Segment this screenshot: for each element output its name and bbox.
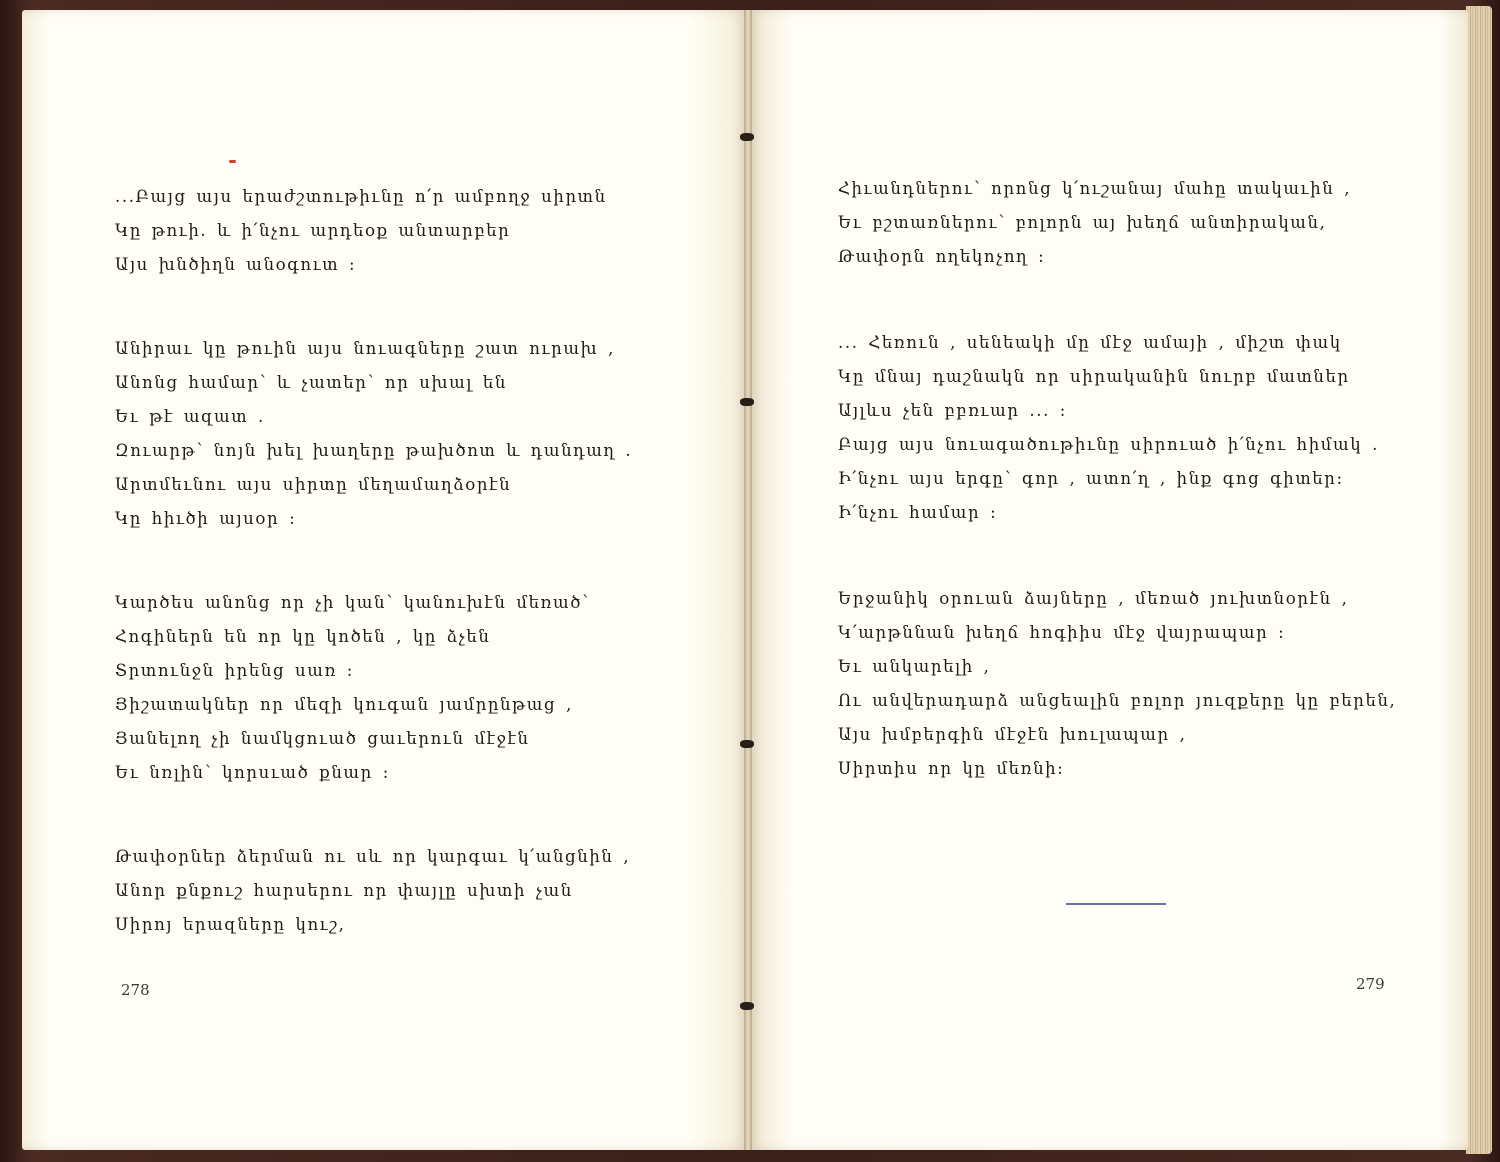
poem-line: Այս խմբերգին մէջէն խուլապար , — [838, 725, 1187, 744]
poem-line: Այլևս չեն բբռւար ... : — [838, 401, 1067, 420]
poem-line: Եւ թէ ազատ . — [115, 407, 265, 426]
poem-line: Սիրոյ երազները կուշ, — [115, 915, 346, 934]
poem-line: ... Հեռուն , սենեակի մը մէջ ամայի , միշտ փակ — [838, 333, 1342, 352]
stanza — [115, 180, 632, 282]
poem-line: Հիւանդներու՝ որոնց կ՛ուշանայ մահը տակաւին , — [838, 179, 1352, 198]
binding-stitch — [740, 740, 754, 748]
binding-stitch — [740, 133, 754, 141]
page-number-right: 279 — [1356, 975, 1385, 993]
ink-speck — [229, 160, 236, 163]
binding-stitch — [740, 398, 754, 406]
end-of-poem-rule — [1066, 903, 1166, 905]
poem-line: Ի՛նչու այս երգը՝ գոր , ատո՛ղ , ինք գոց գիտեր: — [838, 469, 1344, 488]
poem-line: Արտմեւնու այս սիրտը մեղամաղձօրէն — [115, 475, 512, 494]
poem-line: Անիրաւ կը թուին այս նուագները շատ ուրախ , — [115, 339, 615, 358]
poem-line: Անոր քնքուշ հարսերու որ փայլը սխտի չան — [115, 881, 573, 900]
poem-line: Ի՛նչու համար : — [838, 503, 998, 522]
poem-line: Կը մնայ դաշնակն որ սիրականին նուրբ մատներ — [838, 367, 1350, 386]
poem-line: ...Բայց այս երաժշտութիւնը ո՛ր ամբողջ սիրտն — [115, 187, 607, 206]
stanza — [838, 582, 1396, 786]
poem-line: Եւ անկարելի , — [838, 657, 991, 676]
poem-line: Յիշատակներ որ մեզի կուգան յամրընթաց , — [115, 695, 573, 714]
poem-line: Այս խնծիղն անօգուտ : — [115, 255, 357, 274]
poem-line: Յանելող չի նամկցուած ցաւերուն մէջէն — [115, 729, 530, 748]
binding-stitch — [740, 1002, 754, 1010]
left-page-poem — [115, 180, 632, 942]
stanza — [115, 840, 632, 942]
poem-line: Կարծես անոնց որ չի կան՝ կանուխէն մեռած՝ — [115, 593, 590, 612]
stanza — [838, 326, 1396, 530]
poem-line: Եւ բշտառներու՝ բոլորն այ խեղճ անտիրական, — [838, 213, 1327, 232]
poem-line: Եւ նռլին՝ կորսւած քնար : — [115, 763, 390, 782]
page-number-left: 278 — [121, 981, 150, 999]
poem-line: Կը թուի. և ի՛նչու արդեօք անտարբեր — [115, 221, 511, 240]
right-page-poem — [838, 172, 1396, 786]
poem-line: Զուարթ՝ նոյն խել խաղերը թախծոտ և դանդաղ . — [115, 441, 633, 460]
poem-line: Հոգիներն են որ կը կոծեն , կը ձչեն — [115, 627, 491, 646]
page-edges — [1466, 6, 1492, 1154]
stanza — [115, 332, 632, 536]
poem-line: Կ՛արթննան խեղճ հոգիիս մէջ վայրապար : — [838, 623, 1286, 642]
poem-line: Սիրտիս որ կը մեռնի: — [838, 759, 1065, 778]
poem-line: Անոնց համար՝ և չատեր՝ որ սխալ են — [115, 373, 507, 392]
poem-line: Տրտունջն իրենց սառ : — [115, 661, 354, 680]
book-spine — [744, 10, 752, 1150]
poem-line: Թափօրն ողեկոչող : — [838, 247, 1046, 266]
stanza — [838, 172, 1396, 274]
poem-line: Թափօրներ ձերման ու սև որ կարգաւ կ՛անցնին , — [115, 847, 631, 866]
poem-line: Երջանիկ օրուան ձայները , մեռած յուխտնօրէն , — [838, 589, 1349, 608]
poem-line: Կը հիւծի այսօր : — [115, 509, 297, 528]
poem-line: Ու անվերադարձ անցեալին բոլոր յուզքերը կը բերեն, — [838, 691, 1397, 710]
stanza — [115, 586, 632, 790]
poem-line: Բայց այս նուագածութիւնը սիրուած ի՛նչու հիմակ . — [838, 435, 1379, 454]
